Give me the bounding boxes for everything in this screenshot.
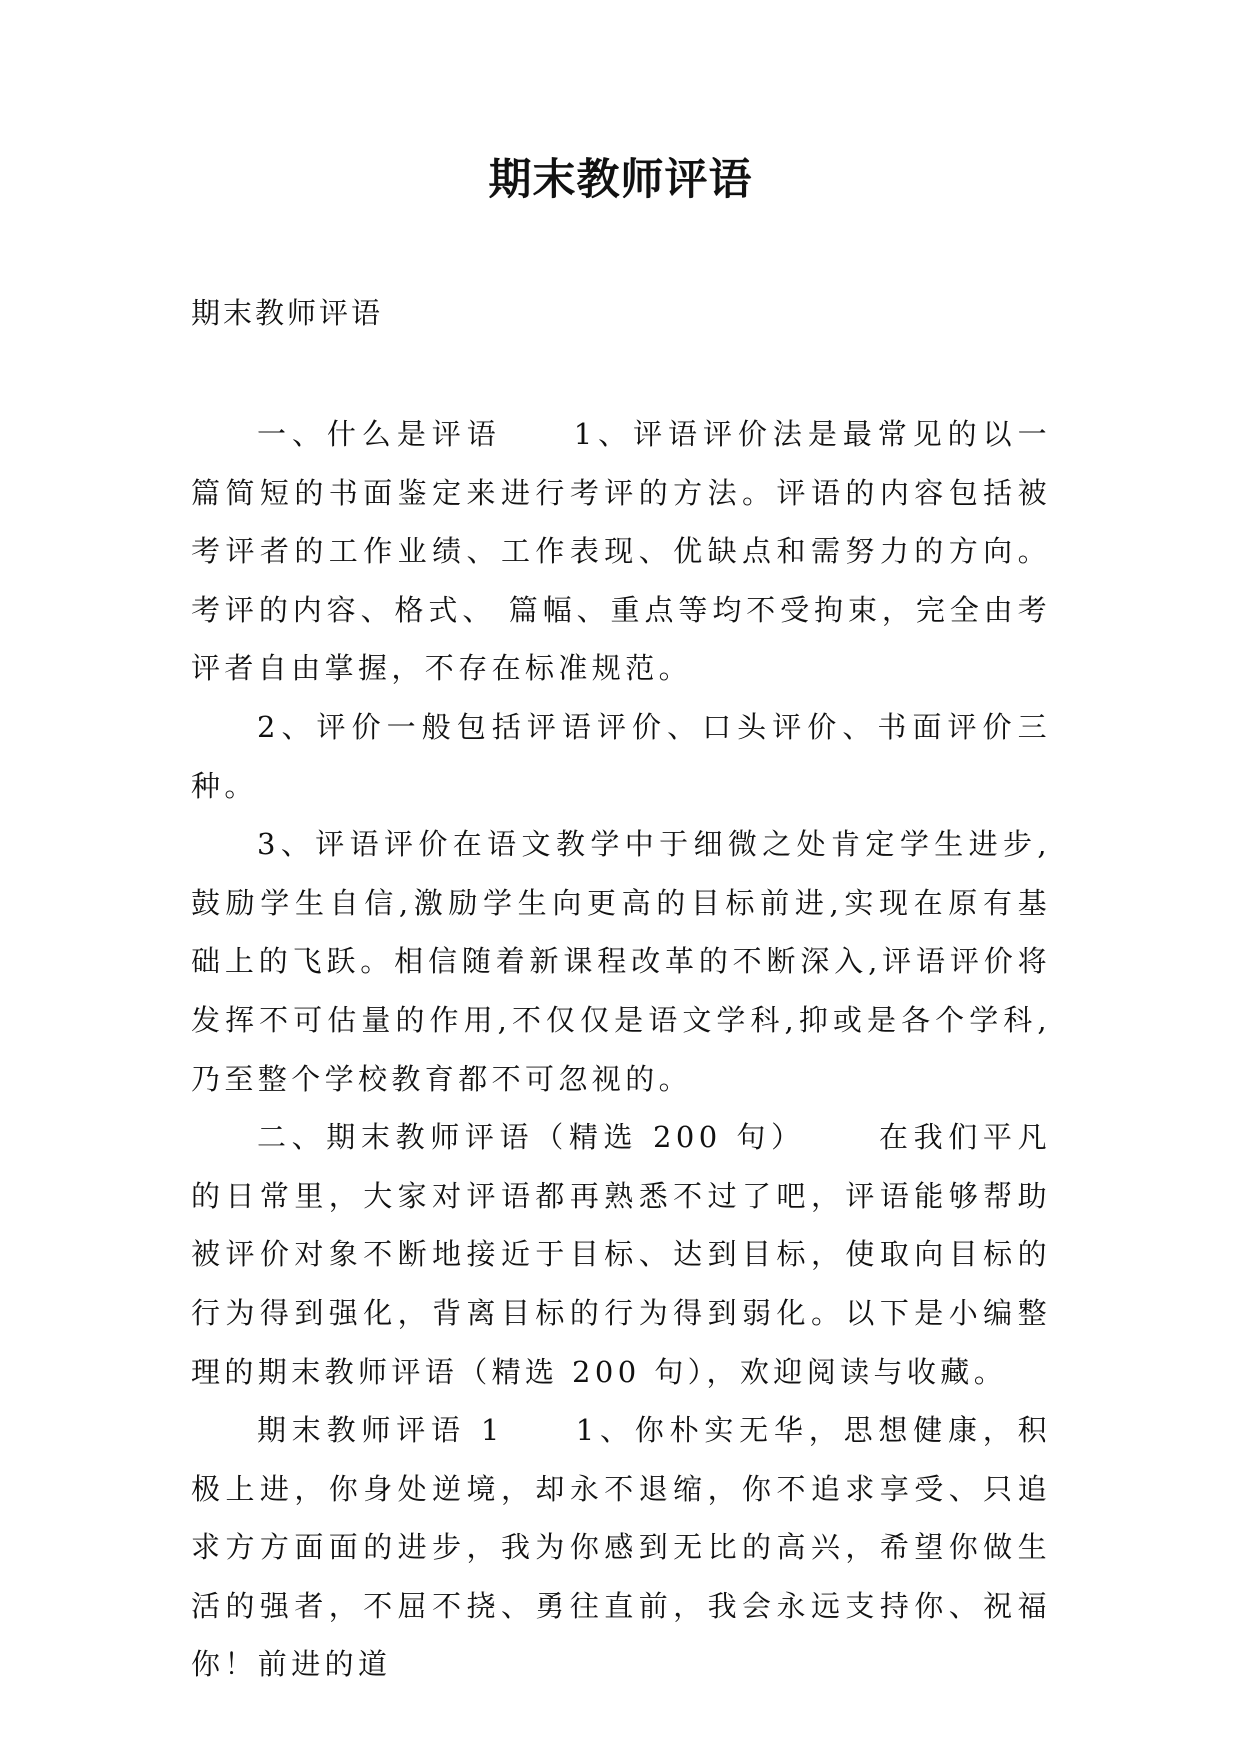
paragraph-text: 1、评语评价法是最常见的以一篇简短的书面鉴定来进行考评的方法。评语的内容包括被考评者的工作业绩、工作表现、优缺点和需努力的方向。考评的内容、格式、	[191, 417, 1051, 627]
paragraph-text: 2、评价一般包括评语评价、口头评价、书面评价三种。	[191, 709, 1051, 803]
paragraph-text: 1、你朴实无华，思想健康，积极上进，你身处逆境，却永不退缩，你不追求享受、只追求方方面面的进步，我为你感到无比的高兴，希望你做生活的强者，不屈不挠、勇往直前，我会永远支持你、祝福你！前进的道	[191, 1413, 1051, 1682]
section-heading: 一、什么是评语	[257, 417, 502, 451]
paragraph-comment-1	[191, 1401, 1051, 1694]
document-body	[191, 405, 1051, 1694]
document-subtitle: 期末教师评语	[191, 296, 384, 330]
paragraph-what-is-comment	[191, 405, 1051, 698]
section-heading: 二、期末教师评语（精选 200 句）	[257, 1120, 806, 1155]
paragraph-text: 3、评语评价在语文教学中于细微之处肯定学生进步,鼓励学生自信,激励学生向更高的目标前进,实现在原有基础上的飞跃。相信随着新课程改革的不断深入,评语评价将发挥不可估量的作用,不仅仅是语文学科,抑或是各个学科,乃至整个学校教育都不可忽视的。	[191, 827, 1051, 1096]
paragraph-text: 篇幅、重点等均不受拘束，完全由考评者自由掌握，不存在标准规范。	[191, 592, 1051, 686]
document-title: 期末教师评语	[488, 155, 753, 205]
section-heading: 期末教师评语 1	[257, 1413, 504, 1448]
paragraph-text: 在我们平凡的日常里，大家对评语都再熟悉不过了吧，评语能够帮助被评价对象不断地接近于目标、达到目标，使取向目标的行为得到强化，背离目标的行为得到弱化。以下是小编整理的期末教师评语（精选 200 句），欢迎阅读与收藏。	[191, 1120, 1051, 1389]
paragraph-evaluation-role	[191, 815, 1051, 1108]
paragraph-section-two	[191, 1108, 1051, 1401]
paragraph-evaluation-types	[191, 698, 1051, 815]
